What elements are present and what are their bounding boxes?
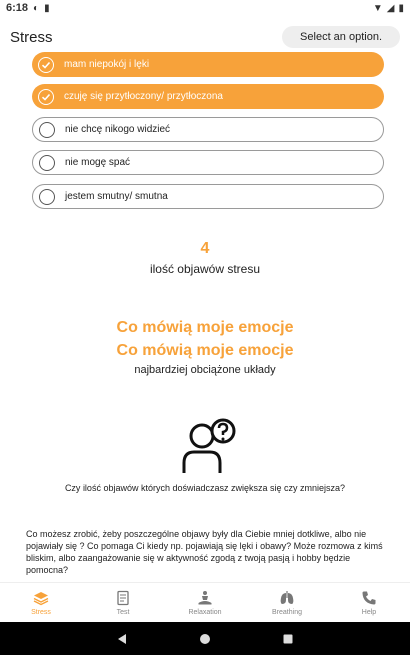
option-anxiety[interactable] (32, 52, 384, 77)
sd-card-icon: ▮ (44, 2, 50, 14)
emotions-heading-duplicate: Co mówią moje emocje (116, 342, 294, 359)
bottom-navigation (0, 582, 410, 622)
app-notification-icon: ◐ (33, 2, 40, 14)
option-label: mam niepokój i lęki (64, 59, 150, 70)
people-question-icon (178, 417, 238, 475)
empty-circle-icon (39, 155, 55, 171)
empty-circle-icon (39, 122, 55, 138)
nav-label: Test (116, 608, 130, 616)
home-icon[interactable] (199, 633, 211, 645)
option-overwhelmed[interactable] (32, 84, 384, 109)
wifi-icon: ▼ (372, 2, 383, 14)
checked-circle-icon (38, 89, 54, 105)
meditation-icon (197, 590, 213, 606)
option-label: jestem smutny/ smutna (65, 191, 168, 202)
symptom-count-label: ilość objawów stresu (149, 262, 261, 276)
emotions-heading: Co mówią moje emocje (116, 319, 294, 336)
page-title: Stress (10, 28, 53, 46)
phone-icon (361, 590, 377, 606)
lungs-icon (279, 590, 295, 606)
nav-label: Help (361, 608, 377, 616)
nav-breathing[interactable] (246, 583, 328, 622)
nav-relaxation[interactable] (164, 583, 246, 622)
checked-circle-icon (38, 57, 54, 73)
empty-circle-icon (39, 189, 55, 205)
layers-icon (33, 590, 49, 606)
option-avoid-people[interactable] (32, 117, 384, 142)
nav-test[interactable] (82, 583, 164, 622)
option-insomnia[interactable] (32, 150, 384, 175)
nav-label: Relaxation (188, 608, 222, 616)
nav-help[interactable] (328, 583, 410, 622)
back-icon[interactable] (116, 633, 128, 645)
nav-label: Stress (31, 608, 51, 616)
status-time: 6:18 (6, 2, 29, 14)
document-icon (115, 590, 131, 606)
emotions-subtitle: najbardziej obciążone układy (134, 364, 276, 376)
select-option-button[interactable]: Select an option. (282, 26, 400, 48)
battery-icon: ▮ (398, 2, 404, 14)
trend-question: Czy ilość objawów których doświadczasz zwiększa się czy zmniejsza? (64, 483, 346, 493)
option-label: czuję się przytłoczony/ przytłoczona (64, 91, 223, 102)
nav-label: Breathing (272, 608, 302, 616)
option-sad[interactable] (32, 184, 384, 209)
recents-icon[interactable] (282, 633, 294, 645)
system-navigation-bar (0, 622, 410, 655)
symptom-count: 4 (200, 240, 210, 257)
option-label: nie mogę spać (65, 157, 131, 168)
status-bar (0, 0, 410, 16)
nav-stress[interactable] (0, 583, 82, 622)
signal-icon: ◢ (386, 2, 395, 14)
app-bar (0, 22, 410, 52)
option-label: nie chcę nikogo widzieć (65, 124, 171, 135)
advice-text: Co możesz zrobić, żeby poszczególne objawy były dla Ciebie mniej dotkliwe, albo nie pojawiały się ? Co pomaga Ci kiedy np. pojawiają się lęki i obawy? Może rozmowa z kimś bliskim, albo zaangażowanie się w aktywność zgodą z twoją pasją i hobby będzie pomocna? (26, 529, 383, 575)
